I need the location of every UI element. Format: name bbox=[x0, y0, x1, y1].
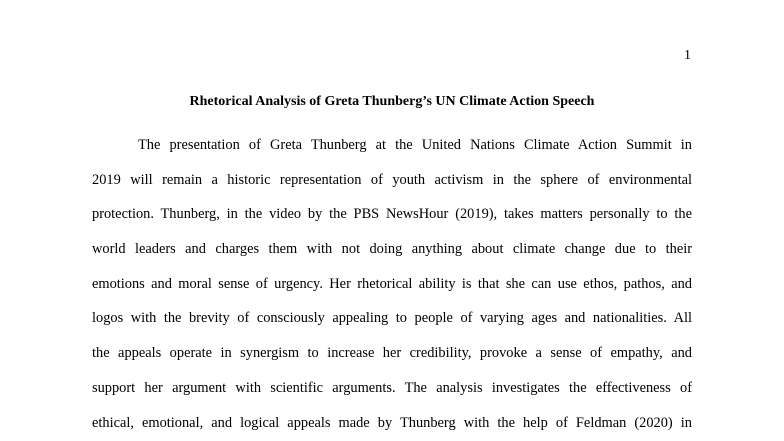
document-title: Rhetorical Analysis of Greta Thunberg’s UN Climate Action Speech bbox=[189, 94, 595, 109]
paragraph-line: the appeals operate in synergism to increase her credibility, provoke a sense of empathy, and bbox=[92, 345, 692, 362]
page-number: 1 bbox=[684, 48, 691, 63]
paragraph-line: protection. Thunberg, in the video by the PBS NewsHour (2019), takes matters personally to the bbox=[92, 206, 692, 223]
paragraph-line: The presentation of Greta Thunberg at the United Nations Climate Action Summit in bbox=[138, 137, 692, 153]
body-paragraph bbox=[92, 128, 692, 440]
paragraph-line: 2019 will remain a historic representation of youth activism in the sphere of environmental bbox=[92, 171, 692, 188]
paragraph-line: logos with the brevity of consciously appealing to people of varying ages and nationalities. All bbox=[92, 310, 692, 327]
paragraph-line: ethical, emotional, and logical appeals made by Thunberg with the help of Feldman (2020) in bbox=[92, 414, 692, 431]
paragraph-line: support her argument with scientific arguments. The analysis investigates the effectiveness of bbox=[92, 379, 692, 396]
paragraph-line: emotions and moral sense of urgency. Her rhetorical ability is that she can use ethos, pathos, and bbox=[92, 275, 692, 292]
paragraph-line: world leaders and charges them with not doing anything about climate change due to their bbox=[92, 241, 692, 258]
